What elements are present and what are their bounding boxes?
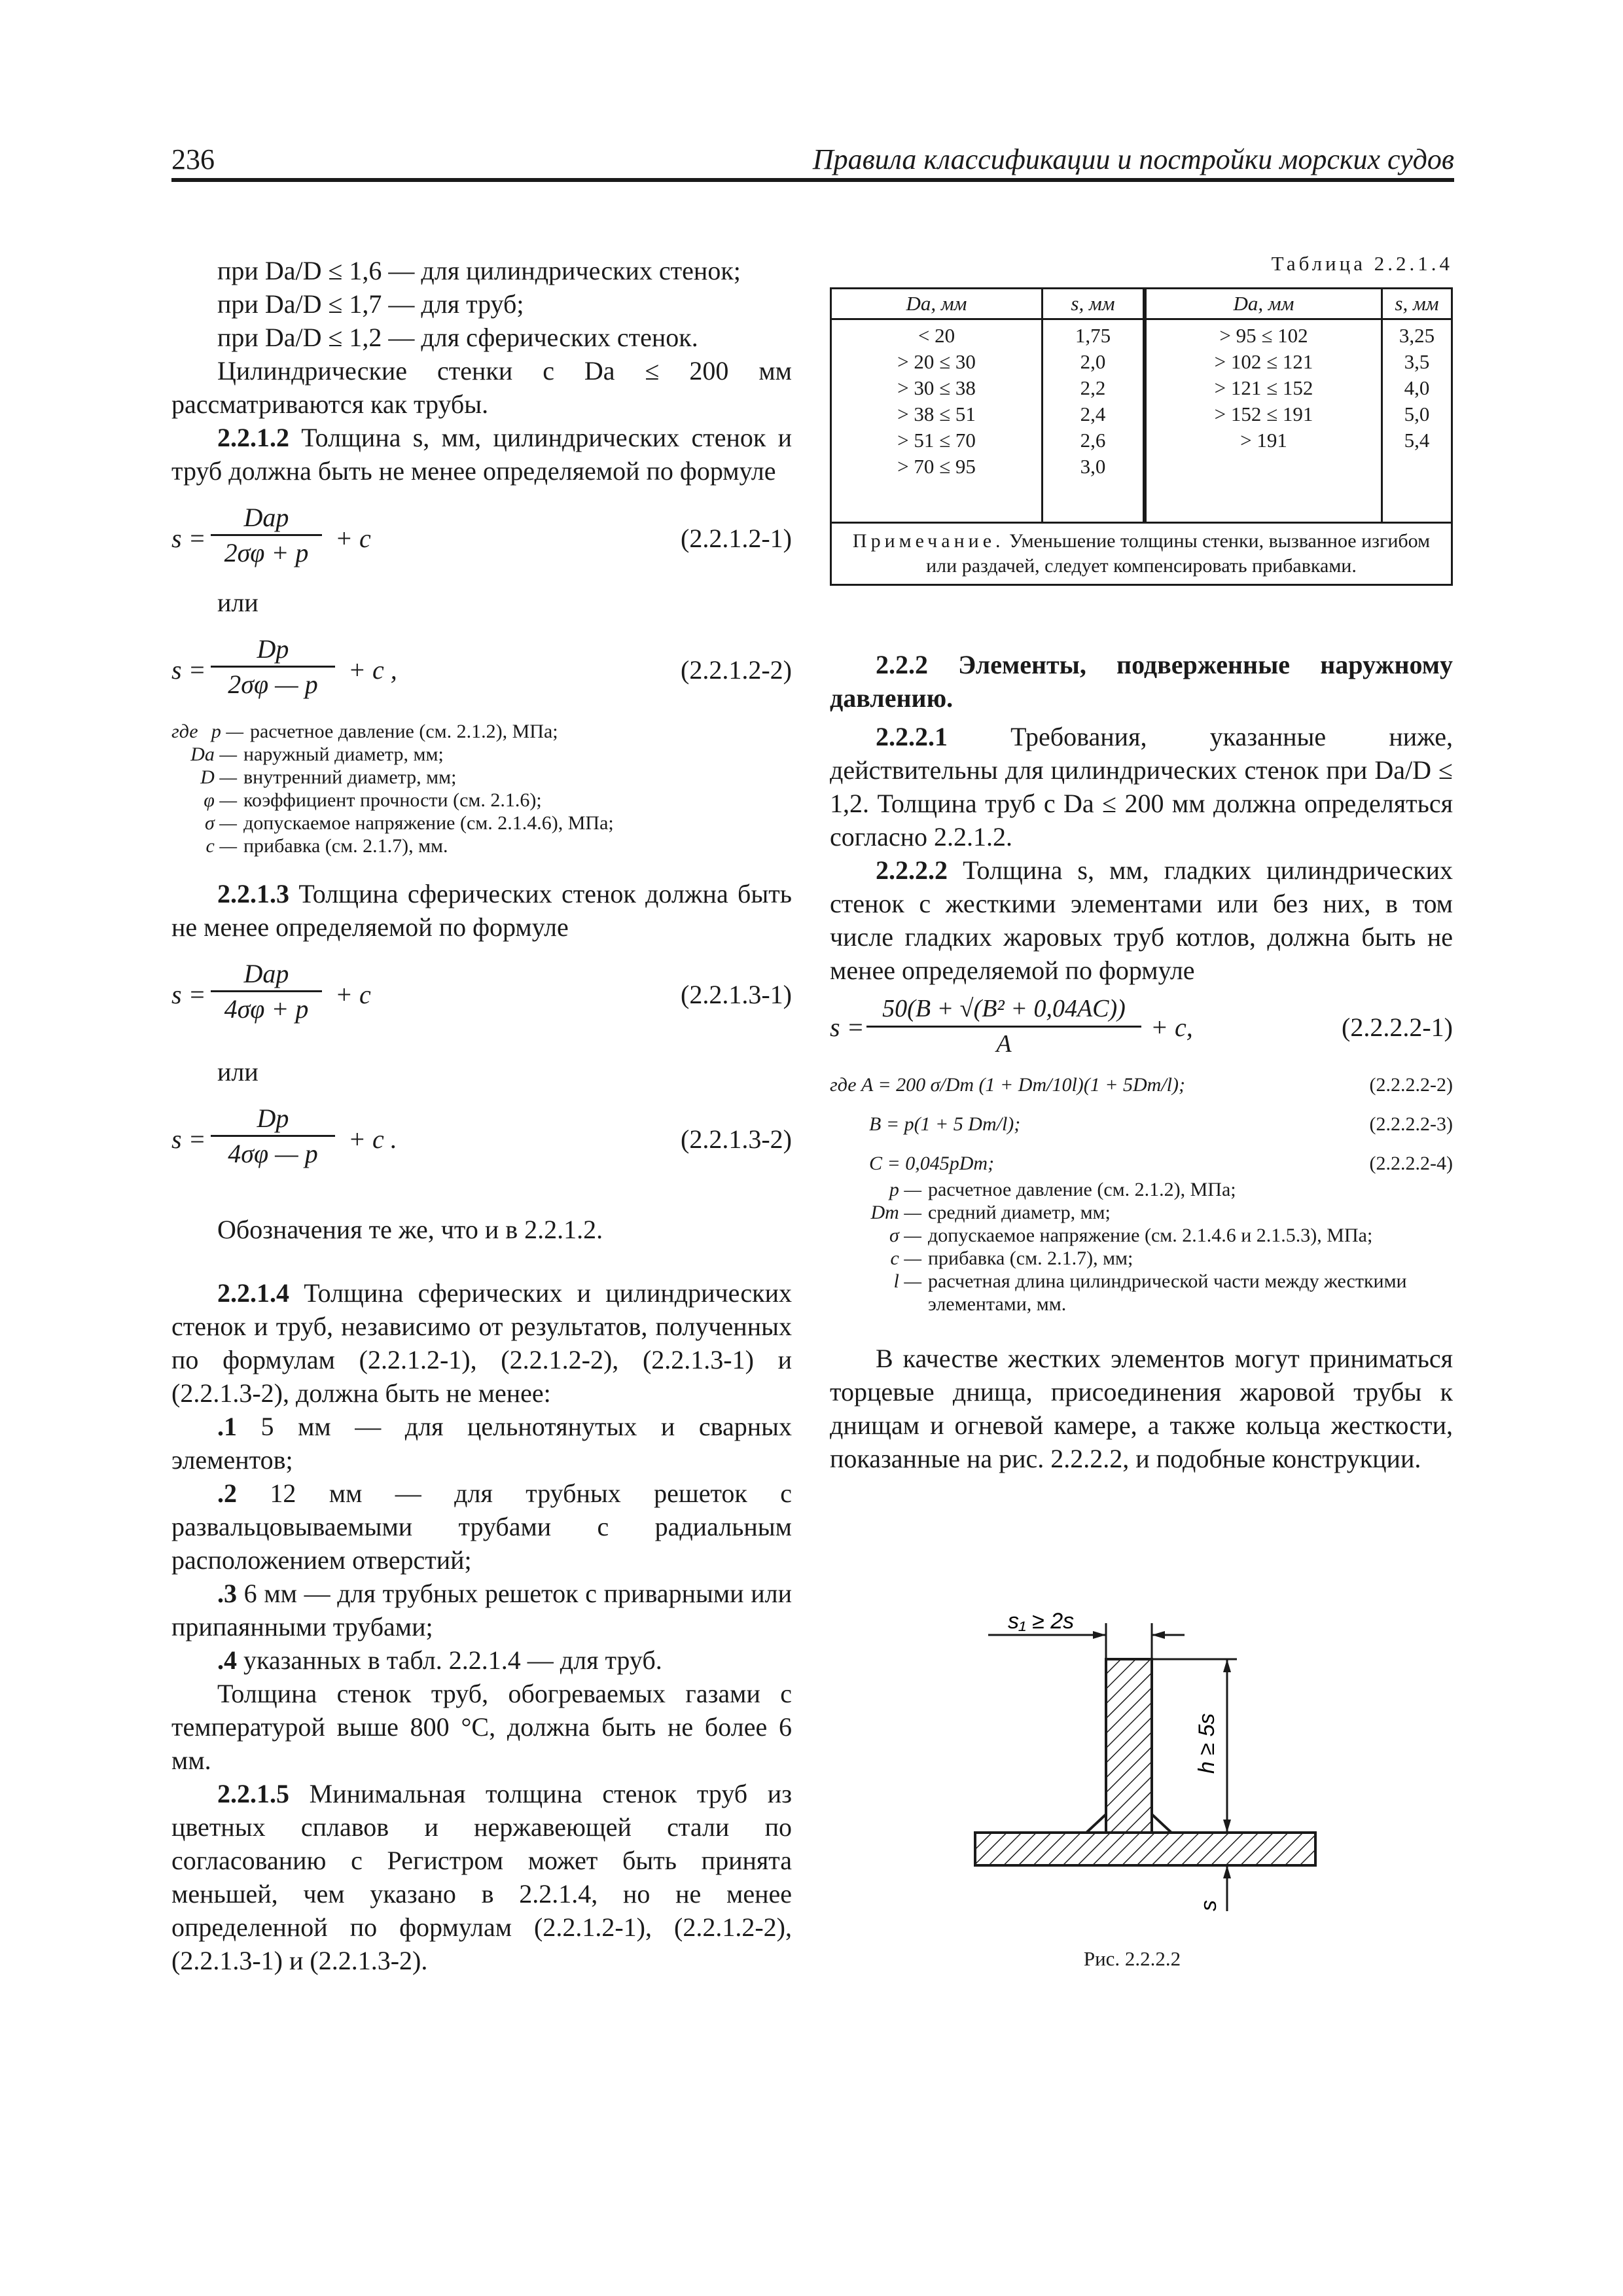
weld-right bbox=[1152, 1814, 1171, 1833]
table-body-row bbox=[831, 319, 1452, 523]
formula-2222-3: B = p(1 + 5 Dm/l); (2.2.2.2-3) bbox=[869, 1113, 1453, 1135]
table-cell: 3,25 3,5 4,0 5,0 5,4 bbox=[1382, 319, 1452, 523]
arrow-head bbox=[1223, 1659, 1231, 1672]
legend-row: Dm — средний диаметр, мм; bbox=[870, 1202, 1111, 1223]
legend-row: σ — допускаемое напряжение (см. 2.1.4.6), МПа; bbox=[205, 812, 614, 834]
condition-spherical: при Da/D ≤ 1,2 — для сферических стенок. bbox=[217, 323, 698, 352]
figure-2222 bbox=[969, 1604, 1335, 1970]
paragraph-2213: 2.2.1.3 Толщина сферических стенок должна быть не менее определяемой по формуле bbox=[171, 879, 792, 942]
formula-block-small bbox=[830, 1073, 1453, 1316]
section-heading-222: 2.2.2 Элементы, подверженные наружному давлению. bbox=[830, 650, 1453, 713]
stiffener-diagram bbox=[969, 1604, 1335, 1970]
or-text: или bbox=[217, 1057, 259, 1086]
condition-pipes: при Da/D ≤ 1,7 — для труб; bbox=[217, 289, 524, 319]
list-item: .1 5 мм — для цельнотянутых и сварных элементов; bbox=[171, 1412, 792, 1475]
arrow-head bbox=[1223, 1865, 1231, 1878]
weld-left bbox=[1086, 1814, 1106, 1833]
paragraph-2212: 2.2.1.2 Толщина s, мм, цилиндрических стенок и труб должна быть не менее определяемой по формуле bbox=[171, 423, 792, 486]
column-header: s, мм bbox=[1382, 289, 1452, 319]
thickness-table bbox=[830, 287, 1453, 586]
condition-cylindrical: при Da/D ≤ 1,6 — для цилиндрических стенок; bbox=[217, 256, 741, 285]
legend-row: где p — расчетное давление (см. 2.1.2), МПа; bbox=[171, 721, 558, 742]
legend-row: σ — допускаемое напряжение (см. 2.1.4.6 и 2.1.5.3), МПа; bbox=[889, 1225, 1373, 1246]
column-header: s, мм bbox=[1043, 289, 1145, 319]
legend-row: l — расчетная длина цилиндрической части между жесткими элементами, мм. bbox=[893, 1270, 1407, 1315]
list-item: .2 12 мм — для трубных решеток с развальцовываемыми трубами с радиальным расположением отверстий; bbox=[171, 1479, 792, 1575]
header-rule bbox=[171, 178, 1454, 182]
label-s1: s₁ ≥ 2s bbox=[1008, 1609, 1075, 1634]
table-header-row bbox=[831, 289, 1452, 319]
equation-label: (2.2.2.2-1) bbox=[1342, 1013, 1453, 1042]
legend-row: c — прибавка (см. 2.1.7), мм; bbox=[890, 1247, 1133, 1269]
paragraph-2214: 2.2.1.4 Толщина сферических и цилиндрических стенок и труб, независимо от результатов, полученных по формулам (2.2.1.2-1), (2.2.1.2-2), (2.2.1.3-1) и (2.2.1.3-2), должна быть не менее: bbox=[171, 1278, 792, 1408]
or-text: или bbox=[217, 588, 259, 617]
left-column bbox=[171, 254, 792, 1977]
legend-row: D — внутренний диаметр, мм; bbox=[200, 766, 457, 788]
formula-2222-2: где A = 200 σ/Dm (1 + Dm/10l)(1 + 5Dm/l); (2.2.2.2-2) bbox=[830, 1074, 1453, 1096]
paragraph-2222: 2.2.2.2 Толщина s, мм, гладких цилиндрических стенок с жесткими элементами или без них, в том числе гладких жаровых труб котлов, должна быть не менее определяемой по формуле bbox=[830, 855, 1453, 985]
arrow-head bbox=[1093, 1631, 1106, 1639]
stiffening-elements-text: В качестве жестких элементов могут приниматься торцевые днища, присоединения жаровой трубы к днищам и огневой камере, а также кольца жесткости, показанные на рис. 2.2.2.2, и подобные конструкции. bbox=[830, 1344, 1453, 1473]
right-column bbox=[830, 648, 1453, 1475]
table-caption: Таблица 2.2.1.4 bbox=[1271, 252, 1453, 275]
legend-row: φ — коэффициент прочности (см. 2.1.6); bbox=[204, 789, 542, 811]
formula-2212-2: s = $\frac{Dp}{2\sigma\varphi — p}$ + c , (2.2.1.2-2) bbox=[171, 632, 792, 717]
equation-label: (2.2.1.3-1) bbox=[681, 980, 792, 1009]
column-header: Da, мм bbox=[1145, 289, 1382, 319]
cylinder-note: Цилиндрические стенки с Da ≤ 200 мм рассматриваются как трубы. bbox=[171, 356, 792, 419]
figure-caption: Рис. 2.2.2.2 bbox=[1083, 1947, 1181, 1970]
legend-row: Da — наружный диаметр, мм; bbox=[190, 744, 444, 765]
gas-heated-note: Толщина стенок труб, обогреваемых газами с температурой выше 800 °C, должна быть не более 6 мм. bbox=[171, 1679, 792, 1775]
legend-2212 bbox=[171, 720, 792, 857]
arrow-head bbox=[1152, 1631, 1165, 1639]
table-note: Примечание. Уменьшение толщины стенки, вызванное изгибом или раздачей, следует компенсировать прибавками. bbox=[831, 523, 1452, 585]
paragraph-2215: 2.2.1.5 Минимальная толщина стенок труб из цветных сплавов и нержавеющей стали по согласованию с Регистром может быть принята меньшей, чем указано в 2.2.1.4, но не менее определенной по формулам (2.2.1.2-1), (2.2.1.2-2), (2.2.1.3-1) и (2.2.1.3-2). bbox=[171, 1779, 792, 1975]
table-cell: 1,75 2,0 2,2 2,4 2,6 3,0 bbox=[1043, 319, 1145, 523]
list-item: .3 6 мм — для трубных решеток с приварными или припаянными трубами; bbox=[171, 1579, 792, 1641]
label-s: s bbox=[1196, 1900, 1221, 1911]
formula-2213-2: s = $\frac{Dp}{4\sigma\varphi — p}$ + c . (2.2.1.3-2) bbox=[171, 1102, 792, 1187]
table-block bbox=[830, 252, 1453, 586]
equation-label: (2.2.2.2-2) bbox=[1369, 1074, 1453, 1096]
equation-label: (2.2.2.2-4) bbox=[1369, 1153, 1453, 1174]
paragraph-number: 2.2.1.2 bbox=[217, 423, 289, 452]
table-note-row bbox=[831, 523, 1452, 585]
formula-2222-4: C = 0,045pDm; (2.2.2.2-4) bbox=[869, 1153, 1453, 1174]
stiffener-rib bbox=[1106, 1659, 1152, 1833]
label-h: h ≥ 5s bbox=[1194, 1713, 1219, 1774]
paragraph-2221: 2.2.2.1 Требования, указанные ниже, действительны для цилиндрических стенок при Da/D ≤ 1,2. Толщина труб с Da ≤ 200 мм должна определяться согласно 2.2.1.2. bbox=[830, 722, 1453, 852]
formula-2222-1: s = $\frac{\text{50(B + √(B² + 0,04AC))}}{A}$ + c, (2.2.2.2-1) bbox=[830, 992, 1453, 1064]
equation-label: (2.2.1.3-2) bbox=[681, 1124, 792, 1154]
equation-label: (2.2.1.2-2) bbox=[681, 655, 792, 685]
legend-row: c — прибавка (см. 2.1.7), мм. bbox=[205, 835, 448, 857]
column-header: Da, мм bbox=[831, 289, 1043, 319]
list-item: .4 указанных в табл. 2.2.1.4 — для труб. bbox=[217, 1645, 662, 1675]
table-cell: > 95 ≤ 102 > 102 ≤ 121 > 121 ≤ 152 > 152 ≤ 191 > 191 bbox=[1145, 319, 1382, 523]
same-notation: Обозначения те же, что и в 2.2.1.2. bbox=[217, 1215, 603, 1244]
table-cell: < 20 > 20 ≤ 30 > 30 ≤ 38 > 38 ≤ 51 > 51 ≤ 70 > 70 ≤ 95 bbox=[831, 319, 1043, 523]
formula-2212-1: s = Dap 2σφ + p + c (2.2.1.2-1) bbox=[171, 501, 792, 586]
running-title: Правила классификации и постройки морских судов bbox=[812, 143, 1454, 175]
formula-2213-1: s = Dap 4σφ + p + c (2.2.1.3-1) bbox=[171, 957, 792, 1042]
equation-label: (2.2.2.2-3) bbox=[1369, 1113, 1453, 1135]
legend-row: p — расчетное давление (см. 2.1.2), МПа; bbox=[889, 1179, 1236, 1200]
base-plate bbox=[975, 1833, 1315, 1865]
equation-label: (2.2.1.2-1) bbox=[681, 524, 792, 553]
page-number: 236 bbox=[171, 143, 215, 175]
